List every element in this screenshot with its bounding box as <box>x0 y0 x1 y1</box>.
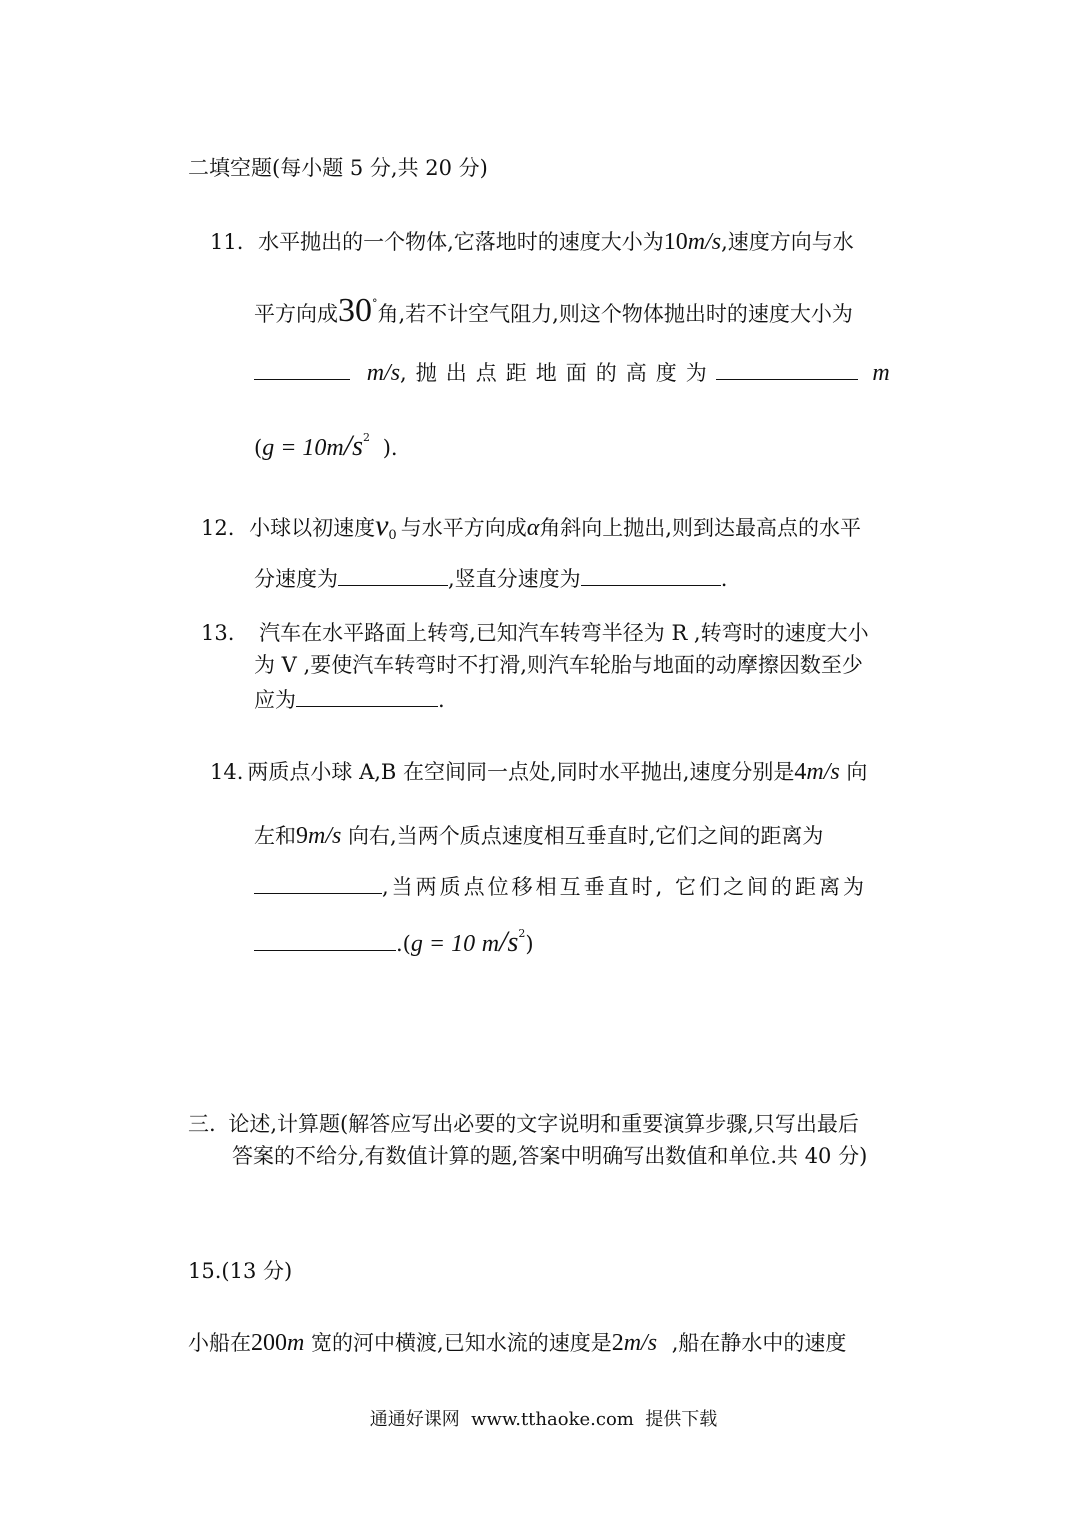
q14-line-2 <box>254 822 823 850</box>
q11-speed-unit: m/s <box>687 229 722 255</box>
q13-answer-blank[interactable] <box>296 684 438 707</box>
q11-gravity-m: m <box>326 435 344 461</box>
q11-angle-value: 30 <box>338 292 372 329</box>
q15-header <box>188 1257 292 1285</box>
q15-line-1 <box>188 1329 846 1357</box>
q11-line-2 <box>254 290 853 328</box>
q12-line-2 <box>254 563 727 593</box>
section-3-text-1: 论述,计算题(解答应写出必要的文字说明和重要演算步骤,只写出最后 <box>228 1112 859 1136</box>
q11-answer-blank-1[interactable] <box>254 357 350 380</box>
q14-number: 14. <box>210 760 244 784</box>
q14-gravity-expr: g = 10 <box>410 931 476 957</box>
q14-speed-b-unit: m/s <box>308 823 342 849</box>
q13-text-2: 为 V ,要使汽车转弯时不打滑,则汽车轮胎与地面的动摩擦因数至少 <box>254 653 863 677</box>
q12-text-2-b: ,竖直分速度为 <box>448 567 581 591</box>
q11-line-4 <box>254 424 398 462</box>
q11-text-3-middle: ,抛出点距地面的高度为 <box>400 361 716 385</box>
q11-text-1-tail: ,速度方向与水 <box>721 230 854 254</box>
section-3-line-1 <box>188 1110 859 1138</box>
q15-current-speed-unit: m/s <box>623 1330 658 1356</box>
q11-text-2-prefix: 平方向成 <box>254 302 338 326</box>
q14-speed-a-value: 4 <box>794 759 807 785</box>
q12-line-1 <box>201 509 861 550</box>
q11-answer-blank-2[interactable] <box>716 357 858 380</box>
q14-paren-close: ) <box>525 932 534 956</box>
q11-unit-ms: m/s <box>366 360 401 386</box>
q11-speed-value: 10 <box>663 229 688 255</box>
q14-gravity-exponent: 2 <box>518 927 526 940</box>
q12-alpha: α <box>526 515 540 541</box>
q15-text-1-tail: ,船在静水中的速度 <box>671 1331 847 1355</box>
q14-text-2-prefix: 左和 <box>254 824 296 848</box>
q14-answer-blank-2[interactable] <box>254 928 396 951</box>
q14-gravity-s: s <box>507 927 519 958</box>
q15-header-text: 15.(13 分) <box>188 1259 293 1283</box>
section-3-text-2: 答案的不给分,有数值计算的题,答案中明确写出数值和单位.共 40 分) <box>232 1144 868 1168</box>
q11-text-2-tail: 角,若不计空气阻力,则这个物体抛出时的速度大小为 <box>377 302 853 326</box>
page-footer <box>0 1408 1087 1432</box>
q12-text-1-tail: 角斜向上抛出,则到达最高点的水平 <box>539 516 861 540</box>
q12-text-1-prefix: 小球以初速度 <box>249 516 376 540</box>
q12-answer-blank-2[interactable] <box>581 563 721 586</box>
q14-text-1: 两质点小球 A,B 在空间同一点处,同时水平抛出,速度分别是 <box>247 760 795 784</box>
q14-answer-blank-1[interactable] <box>254 871 382 894</box>
section-2-heading-text: 二填空题(每小题 5 分,共 20 分) <box>188 156 488 180</box>
q14-speed-b-value: 9 <box>296 823 308 849</box>
q13-line-2 <box>254 651 863 679</box>
q14-fraction-slash-icon: / <box>499 925 508 958</box>
q11-unit-m: m <box>872 360 890 386</box>
q14-gravity-m: m <box>481 931 500 957</box>
q13-number: 13. <box>201 621 235 645</box>
q11-line-1 <box>210 228 854 256</box>
q15-text-1-prefix: 小船在 <box>188 1331 251 1355</box>
section-3-line-2 <box>232 1142 867 1170</box>
q14-text-4-end: .( <box>396 932 411 956</box>
q14-line-4 <box>254 920 534 958</box>
section-2-heading <box>188 154 488 182</box>
q14-text-3: ,当两质点位移相互垂直时, 它们之间的距离为 <box>382 875 868 899</box>
q14-text-1-tail: 向 <box>846 760 868 784</box>
q11-gravity-exponent: 2 <box>363 431 370 444</box>
q12-text-1-middle: 与水平方向成 <box>400 516 527 540</box>
q12-initial-velocity-sub: 0 <box>388 528 397 543</box>
q11-gravity-s: s <box>352 431 363 462</box>
q14-speed-a-unit: m/s <box>806 759 840 785</box>
q12-answer-blank-1[interactable] <box>338 563 448 586</box>
q15-river-width: 200 <box>251 1330 287 1356</box>
q15-current-speed: 2 <box>611 1330 624 1356</box>
footer-text: 通通好课网 www.tthaoke.com 提供下载 <box>369 1409 718 1430</box>
q14-text-2-tail: 向右,当两个质点速度相互垂直时,它们之间的距离为 <box>348 824 824 848</box>
q14-line-1 <box>210 758 867 786</box>
q13-line-3 <box>254 684 445 714</box>
q11-paren-close: ). <box>382 436 398 460</box>
q12-text-2-end: . <box>720 567 728 591</box>
q12-text-2-a: 分速度为 <box>254 567 338 591</box>
q12-initial-velocity-v: v <box>375 509 389 542</box>
q14-line-3 <box>254 871 867 901</box>
q11-number: 11. <box>210 230 244 254</box>
q15-river-width-unit: m <box>287 1330 305 1356</box>
q13-text-1: 汽车在水平路面上转弯,已知汽车转弯半径为 R ,转弯时的速度大小 <box>259 621 869 645</box>
q11-degree-sign: ° <box>372 297 378 310</box>
q11-gravity-expr: g = 10 <box>262 435 327 461</box>
q11-paren-open: ( <box>254 436 263 460</box>
section-3-number: 三. <box>188 1112 216 1136</box>
q11-text-1: 水平抛出的一个物体,它落地时的速度大小为 <box>258 230 664 254</box>
q15-text-1-middle: 宽的河中横渡,已知水流的速度是 <box>311 1331 612 1355</box>
q12-number: 12. <box>201 516 235 540</box>
q11-line-3 <box>254 357 890 387</box>
q13-text-3-prefix: 应为 <box>254 688 296 712</box>
q13-line-1 <box>201 619 869 647</box>
q11-fraction-slash-icon: / <box>343 429 353 462</box>
q13-text-3-end: . <box>438 688 445 712</box>
